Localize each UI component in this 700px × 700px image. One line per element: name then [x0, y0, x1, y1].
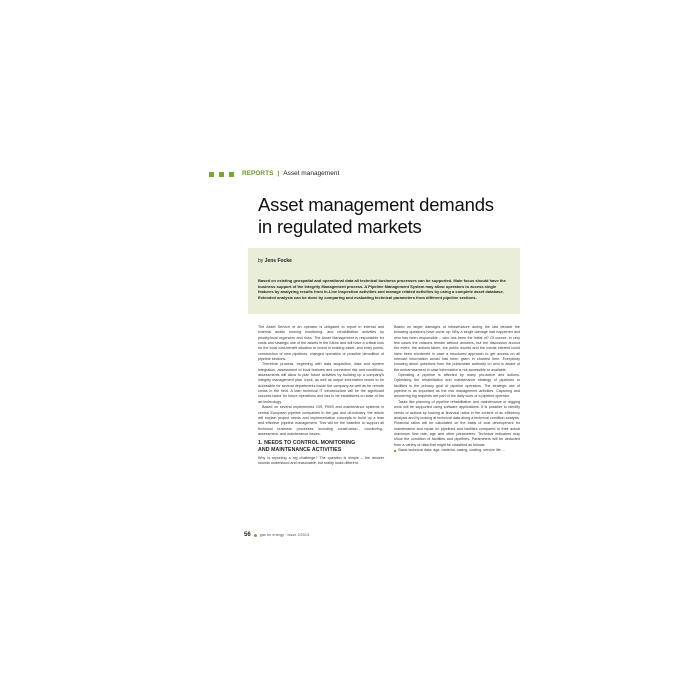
article-title [258, 194, 518, 238]
paragraph: Tasks like planning of pipeline rehabilitation and maintenance or digging work will be supported using software applications. It is possible to identify needs of actions by looking at financial ratios in the context of an efficiency analysis and by looking at technical data along a technical condition analysis. Financial ratios will be calculated on the basis of cost development for maintenance and repair on pipelines and facilities compared to their actual maximum flow rate, age and other parameters. Technical indicators may show the condition of facilities and pipelines. Parameters will be deducted from a variety of data that might be classified as follows: [394, 399, 520, 447]
subheading-line-2: AND MAINTENANCE ACTIVITIES [258, 446, 342, 453]
paragraph: The Asset Service of an operator is obligated to report in internal and external audits running monitoring- and rehabilitation activities by priority/local urgencies and risks. The Asset Management is responsible for costs and strategic use of the assets in the future and will have a critical look for the local cost-benefit situation to invest in existing asset- and entry points, construction of new pipelines, changed operation or possible demolition of pipeline sections. [258, 325, 384, 362]
section-topic: Asset management [283, 170, 340, 177]
byline [258, 258, 292, 264]
page-footer [244, 532, 309, 538]
paragraph: Based on several implemented GIS, PIMS and maintenance systems in central European pipeline companies in the gas and oil-industry, the article will explain project needs and implementation concepts to build up a lean and effective pipeline management. This will be the baseline to support all technical business processes including construction-, monitoring-, assessment- and maintenance issues. [258, 405, 384, 436]
left-column [258, 325, 384, 467]
paragraph: Based on larger damages of infrastructure during the last decade the following questions have come up: Why a single damage had happened and who has been responsible – who has been the initial of? Of course, in very few cases the reasons remain without answers, but the discussion around the event, the actions taken, the public doubts and the media interest could have been shortened in case a structured approach to get access on all relevant information would had been given in shortest time. Everybody knowing about questions from the pubic/state authority on who is aware of the embarrassment in case information is not accessible or available. [394, 325, 520, 372]
abstract-text: Based on existing geospatial and operational data all technical business processes can be supported. Main focus should have the business support of the Integrity Management process. A Pipeline Management System may allow operators to access single features by analyzing results from In-Line Inspection activities and manage related activities by using a complete asset database. Extended analysis can be done by comparing and evaluating technical parameters from different pipeline sections. [258, 278, 506, 300]
green-square-icon [209, 172, 214, 177]
section-label: REPORTS [242, 170, 274, 177]
page-number: 56 [244, 532, 251, 538]
author-name: Jens Focke [264, 258, 292, 264]
section-header [209, 170, 339, 178]
title-line-1: Asset management demands [258, 194, 494, 215]
green-dot-icon [254, 534, 257, 537]
publication-name: gas for energy · Issue 2/2013 [259, 533, 310, 537]
green-square-icon [229, 172, 234, 177]
bullet-square-icon: ■ [394, 447, 397, 453]
paragraph: Why is reporting a big challenge? The question is simple – the answer sounds understood and reasonable, but reality looks different. [258, 455, 384, 466]
bullet-text: Basic technical data: age, material, casing, coating, service life ... [398, 447, 505, 452]
green-square-icon [219, 172, 224, 177]
right-column [394, 325, 520, 453]
abstract-box [248, 248, 520, 314]
byline-prefix: by [258, 258, 264, 264]
section-separator: | [277, 170, 280, 177]
subheading-line-1: 1. NEEDS TO CONTROL MONITORING [258, 440, 356, 447]
subheading [258, 440, 384, 453]
title-line-2: in regulated markets [258, 216, 422, 237]
paragraph: Operating a pipeline is affected by many pro-active and actions. Optimizing the rehabilitation and maintenance strategy of pipelines or facilities is the primary goal of pipeline operators. The strategic use of pipeline is as important as the risk management activities. Capturing and answering big requests are part of the daily work of a pipeline operator. [394, 373, 520, 399]
paragraph: Therefore process, beginning with data acquisition, data and system integration, assessment of local features and connected risk and conditions-assessments will allow to plan future activities by building up a company's integrity management plan. Input, as well as output information needs to be accessible for several departments inside the company as well as for remote crews in the field. A lean technical IT infrastructure will be the significant success factor for future operations and has to be established on state of the art technology. [258, 362, 384, 404]
bullet-item [394, 448, 520, 453]
